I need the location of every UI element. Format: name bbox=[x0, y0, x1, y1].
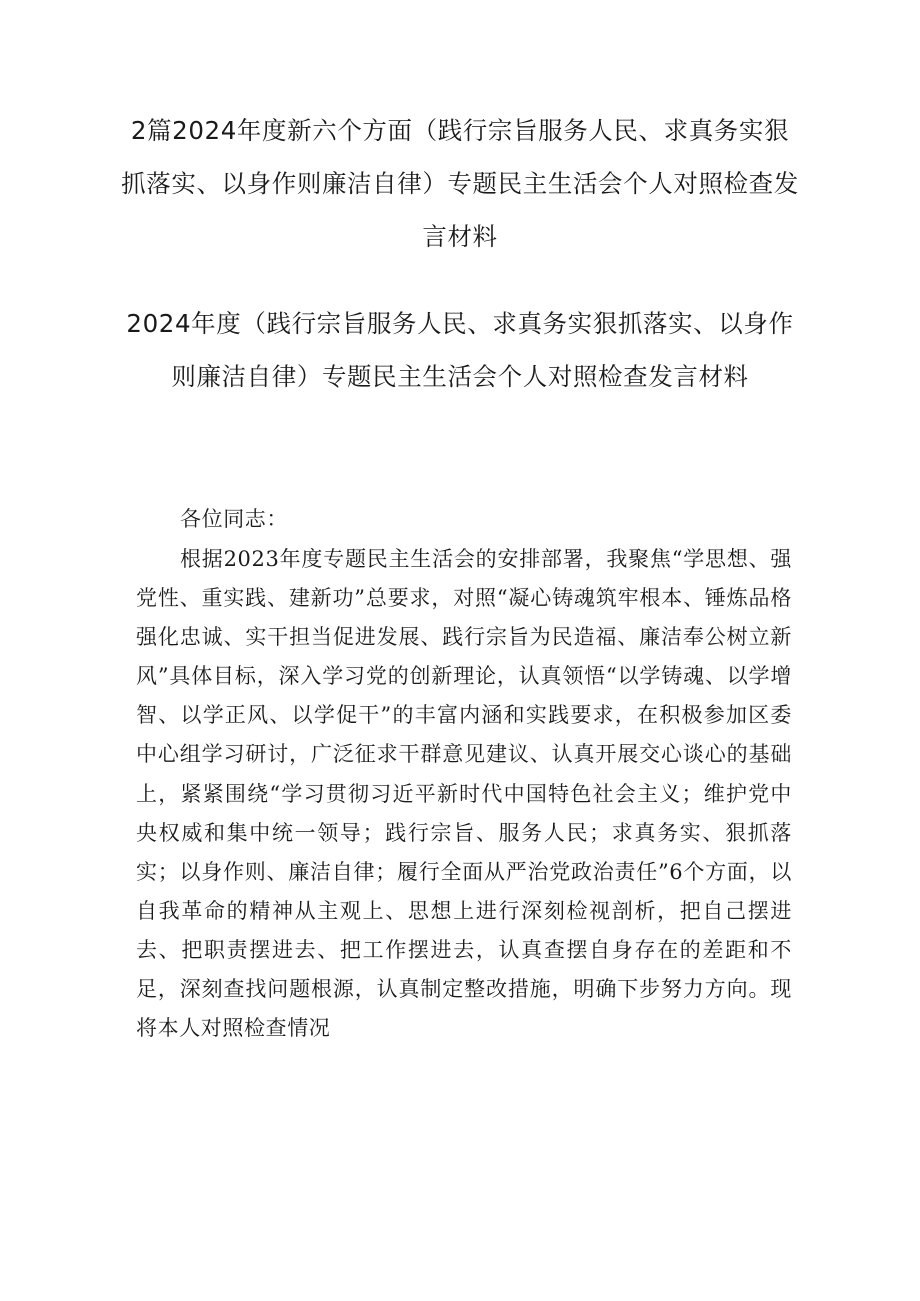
body-paragraph: 根据2023年度专题民主生活会的安排部署，我聚焦“学思想、强党性、重实践、建新功”总要求，对照“凝心铸魂筑牢根本、锤炼品格强化忠诚、实干担当促进发展、践行宗旨为民造福、廉洁奉公树立新风”具体目标，深入学习党的创新理论，认真领悟“以学铸魂、以学增智、以学正风、以学促干”的丰富内涵和实践要求，在积极参加区委中心组学习研讨，广泛征求干群意见建议、认真开展交心谈心的基础上，紧紧围绕“学习贯彻习近平新时代中国特色社会主义；维护党中央权威和集中统一领导；践行宗旨、服务人民；求真务实、狠抓落实；以身作则、廉洁自律；履行全面从严治党政治责任”6个方面，以自我革命的精神从主观上、思想上进行深刻检视剖析，把自己摆进去、把职责摆进去、把工作摆进去，认真查摆自身存在的差距和不足，深刻查找问题根源，认真制定整改措施，明确下步努力方向。现将本人对照检查情况 bbox=[136, 547, 792, 1041]
document-sub-title: 2024年度（践行宗旨服务人民、求真务实狠抓落实、以身作则廉洁自律）专题民主生活会个人对照检查发言材料 bbox=[126, 309, 794, 391]
salutation: 各位同志： bbox=[180, 507, 288, 531]
document-main-title: 2篇2024年度新六个方面（践行宗旨服务人民、求真务实狠抓落实、以身作则廉洁自律）专题民主生活会个人对照检查发言材料 bbox=[121, 116, 799, 251]
